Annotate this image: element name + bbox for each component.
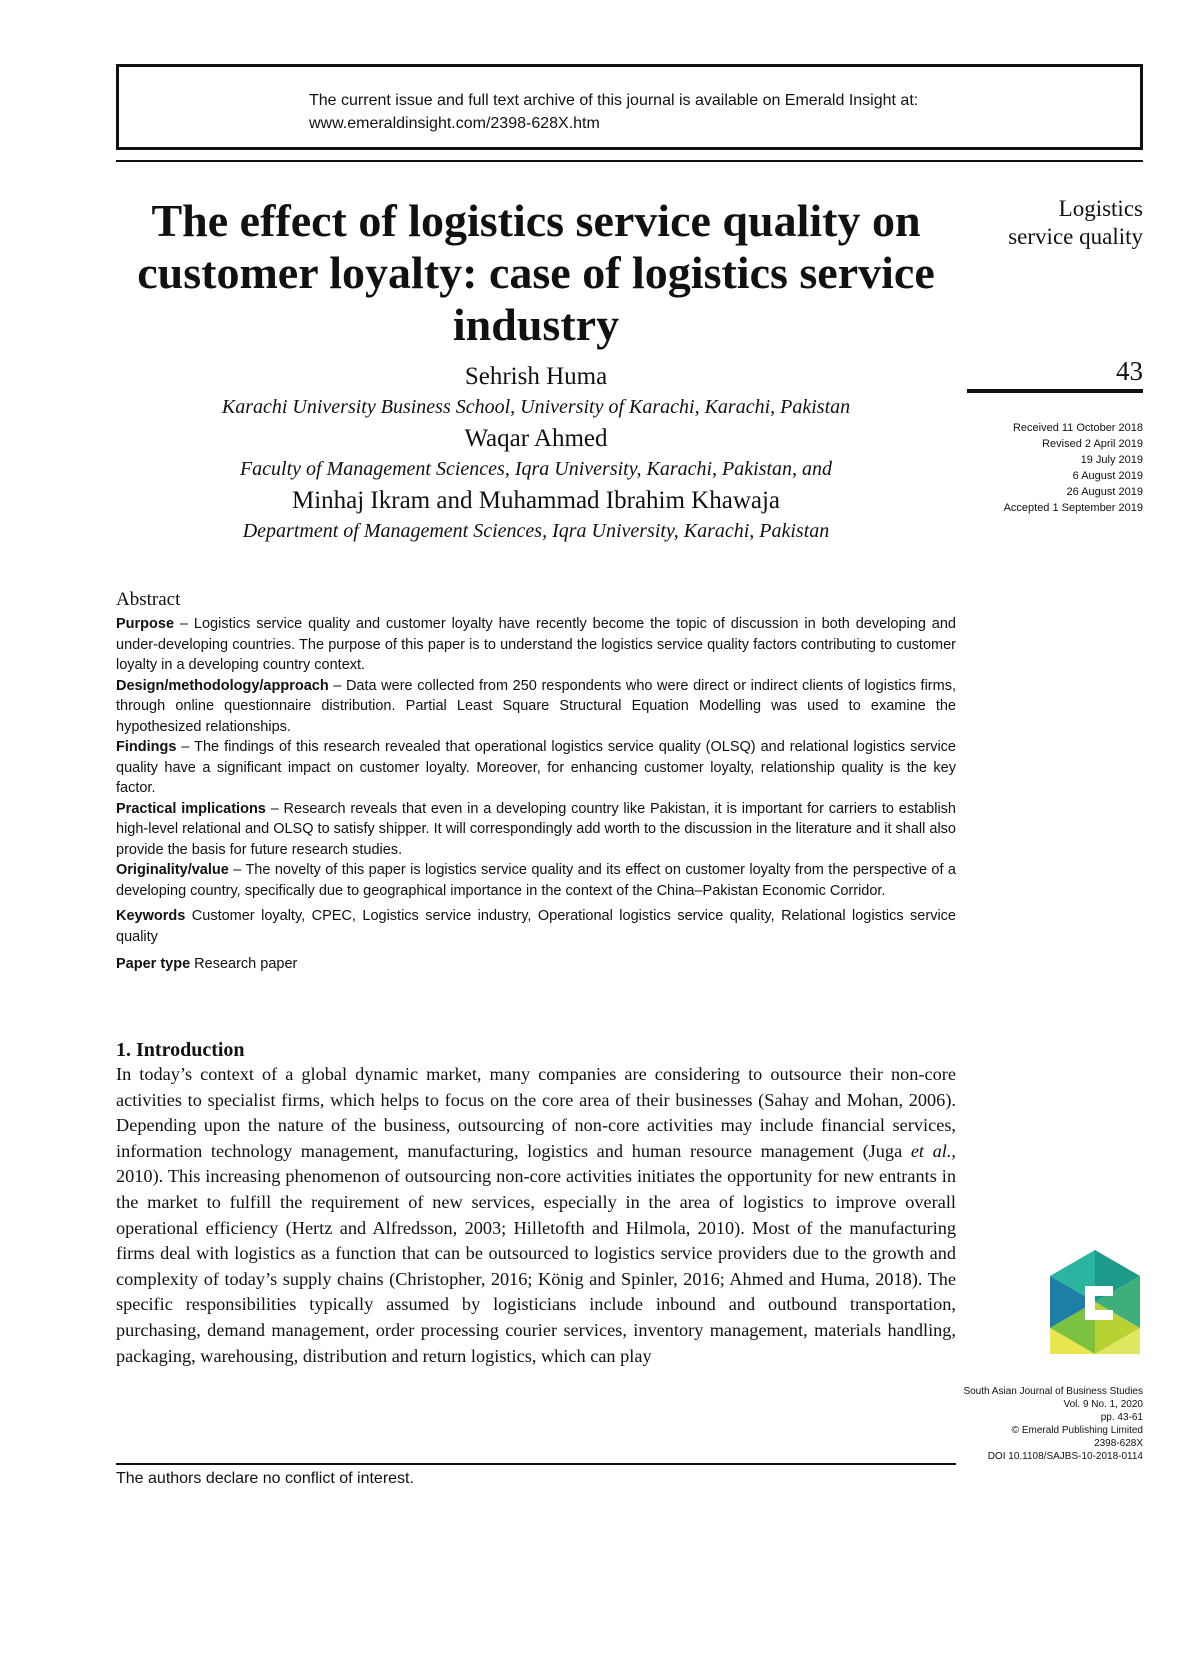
introduction <box>116 1038 956 1369</box>
journal-info <box>960 1385 1143 1463</box>
section-text: – Data were collected from 250 respondents who were direct or indirect clients of logistics firms, through online questionnaire distribution. Partial Least Square Structural Equation Modelling was used to examine the hypothesized relationships. <box>116 677 956 735</box>
section-label: Practical implications <box>116 800 266 817</box>
running-title-line: Logistics <box>1058 196 1143 221</box>
section-label: Findings <box>116 739 177 755</box>
abstract-originality <box>116 860 956 901</box>
section-text: – The findings of this research revealed that operational logistics service quality (OLSQ) and relational logistics service quality have a significant impact on customer loyalty. Moreover, for enhancing customer loyalty, relationship quality is the key factor. <box>116 739 956 796</box>
date-line: Received 11 October 2018 <box>1012 422 1143 434</box>
author-name: Minhaj Ikram and Muhammad Ibrahim Khawaja <box>291 487 781 514</box>
keywords-label: Keywords <box>116 908 186 924</box>
journal-line: DOI 10.1108/SAJBS-10-2018-0114 <box>987 1451 1143 1462</box>
date-line: 6 August 2019 <box>1072 470 1143 482</box>
emerald-logo-icon <box>1045 1248 1145 1368</box>
section-text: – Logistics service quality and customer loyalty have recently become the topic of discussion in both developing and under-developing countries. The purpose of this paper is to understand the logistics service quality factors contributing to customer loyalty in a developing country context. <box>116 616 956 673</box>
section-text: – The novelty of this paper is logistics service quality and its effect on customer loyalty from the perspective of a developing country, specifically due to geographical importance in the context of the China–Pakistan Economic Corridor. <box>116 862 956 899</box>
date-line: Accepted 1 September 2019 <box>1003 502 1143 514</box>
sidebar-rule <box>967 389 1143 393</box>
abstract-heading: Abstract <box>116 589 181 610</box>
author-name: Sehrish Huma <box>464 363 608 390</box>
section-label: Originality/value <box>116 862 229 878</box>
author-affiliation: Faculty of Management Sciences, Iqra University, Karachi, Pakistan, and <box>239 458 833 480</box>
journal-line: Vol. 9 No. 1, 2020 <box>1063 1399 1143 1410</box>
abstract-practical <box>116 799 956 861</box>
journal-url-link[interactable]: www.emeraldinsight.com/2398-628X.htm <box>309 115 600 132</box>
author-name: Waqar Ahmed <box>464 425 608 452</box>
journal-line: South Asian Journal of Business Studies <box>963 1386 1143 1397</box>
date-line: Revised 2 April 2019 <box>1042 438 1143 450</box>
keywords-text: Customer loyalty, CPEC, Logistics service industry, Operational logistics service quality, Relational logistics service quality <box>116 908 956 945</box>
section-text: – Research reveals that even in a developing country like Pakistan, it is important for carriers to establish high-level relational and OLSQ to satisfy shipper. It will correspondingly add worth to the discussion in the literature and it shall also provide the basis for future research studies. <box>116 800 956 858</box>
author-block <box>116 362 956 548</box>
keywords <box>116 906 956 947</box>
author-affiliation: Department of Management Sciences, Iqra University, Karachi, Pakistan <box>242 520 830 542</box>
et-al: et al. <box>910 1140 952 1161</box>
paper-type-label: Paper type <box>116 956 191 972</box>
body-text: In today’s context of a global dynamic market, many companies are considering to outsource their non-core activities to specialist firms, which helps to focus on the core area of their businesses (Sahay and Mohan, 2006). Depending upon the nature of the business, outsourcing of non-core activities may include financial services, information technology management, manufacturing, logistics and human resource management (Juga <box>116 1064 956 1161</box>
header-rule <box>116 160 1143 162</box>
notice-text: The current issue and full text archive of this journal is available on Emerald Insight at: <box>309 92 919 109</box>
date-line: 19 July 2019 <box>1080 454 1143 466</box>
abstract <box>116 588 956 975</box>
paper-type <box>116 954 956 975</box>
footnote: The authors declare no conflict of interest. <box>116 1470 414 1487</box>
received-dates <box>960 420 1143 516</box>
journal-availability-notice <box>116 64 1143 150</box>
footnote-rule <box>116 1463 956 1465</box>
section-label: Purpose <box>116 616 175 632</box>
author-affiliation: Karachi University Business School, University of Karachi, Karachi, Pakistan <box>221 396 851 418</box>
section-label: Design/methodology/approach <box>116 677 329 694</box>
paper-type-text: Research paper <box>190 956 298 972</box>
journal-line: pp. 43-61 <box>1100 1412 1143 1423</box>
paper-title: The effect of logistics service quality on customer loyalty: case of logistics service industry <box>137 195 935 350</box>
date-line: 26 August 2019 <box>1066 486 1143 498</box>
running-title <box>960 195 1143 251</box>
body-text: , 2010). This increasing phenomenon of outsourcing non-core activities initiates the opportunity for new entrants in the market to fulfill the requirement of new services, especially in the area of logistics to improve overall operational efficiency (Hertz and Alfredsson, 2003; Hilletofth and Hilmola, 2010). Most of the manufacturing firms deal with logistics as a function that can be outsourced to logistics service providers due to the growth and complexity of today’s supply chains (Christopher, 2016; König and Spinler, 2016; Ahmed and Huma, 2018). The specific responsibilities typically assumed by logisticians include inbound and outbound transportation, purchasing, demand management, order processing courier services, inventory management, materials handling, packaging, warehousing, distribution and return logistics, which can play <box>116 1140 956 1366</box>
journal-line: 2398-628X <box>1094 1438 1143 1449</box>
page-number: 43 <box>1116 356 1143 386</box>
abstract-purpose <box>116 614 956 676</box>
running-title-line: service quality <box>1008 224 1143 249</box>
abstract-design <box>116 676 956 738</box>
introduction-heading: 1. Introduction <box>116 1039 245 1061</box>
introduction-body <box>116 1062 956 1369</box>
journal-line: © Emerald Publishing Limited <box>1011 1425 1143 1436</box>
abstract-findings <box>116 737 956 799</box>
